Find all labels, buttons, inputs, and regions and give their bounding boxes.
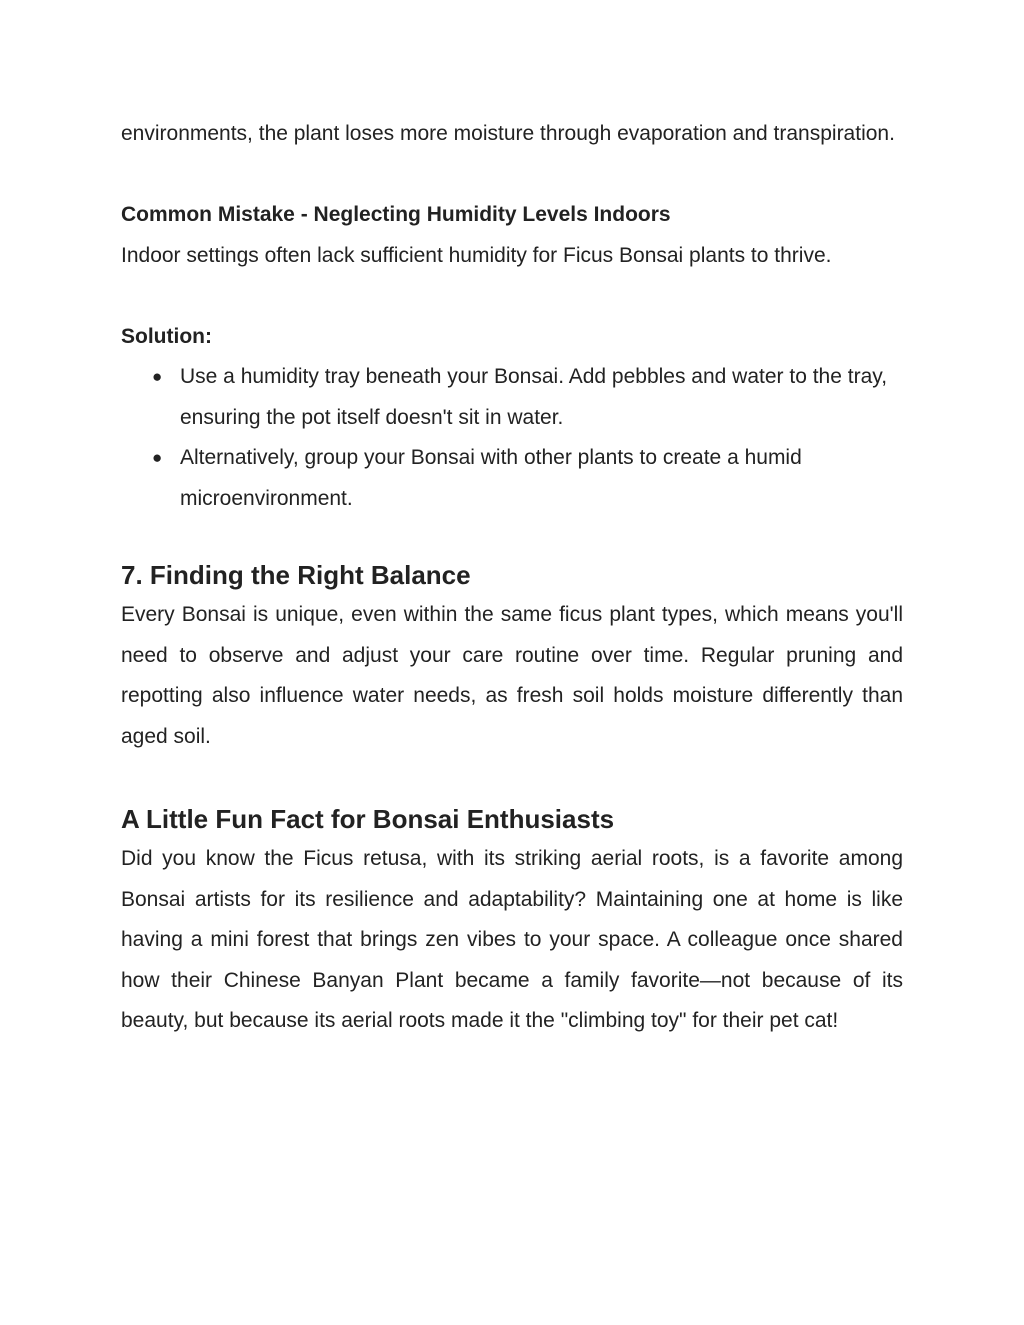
spacer	[121, 519, 903, 555]
bullet-icon: ●	[152, 448, 163, 467]
document-page	[121, 114, 903, 1042]
mistake-heading: Common Mistake - Neglecting Humidity Levels Indoors	[121, 203, 671, 226]
section-7-paragraph: Every Bonsai is unique, even within the same ficus plant types, which means you'll need to observe and adjust your care routine over time. Regular pruning and repotting also influence water needs, as fresh soil holds moisture differently than aged soil.	[121, 603, 903, 748]
mistake-paragraph: Indoor settings often lack sufficient humidity for Ficus Bonsai plants to thrive.	[121, 243, 832, 267]
spacer	[121, 757, 903, 799]
spacer	[121, 155, 903, 196]
list-item-text: Alternatively, group your Bonsai with other plants to create a humid microenvironment.	[180, 446, 802, 510]
fun-fact-paragraph: Did you know the Ficus retusa, with its striking aerial roots, is a favorite among Bonsai artists for its resilience and adaptability? Maintaining one at home is like having a mini forest that brings zen vibes to your space. A colleague once shared how their Chinese Banyan Plant became a family favorite—not because of its beauty, but because its aerial roots made it the "climbing toy" for their pet cat!	[121, 847, 903, 1032]
list-item	[121, 357, 903, 438]
list-item-text: Use a humidity tray beneath your Bonsai. Add pebbles and water to the tray, ensuring the pot itself doesn't sit in water.	[180, 365, 888, 429]
list-item	[121, 438, 903, 519]
section-7-heading: 7. Finding the Right Balance	[121, 560, 471, 590]
fun-fact-heading: A Little Fun Fact for Bonsai Enthusiasts	[121, 804, 615, 834]
intro-paragraph: environments, the plant loses more moisture through evaporation and transpiration.	[121, 122, 895, 145]
solution-list	[121, 357, 903, 519]
solution-heading: Solution:	[121, 324, 212, 348]
spacer	[121, 276, 903, 317]
bullet-icon: ●	[152, 367, 163, 386]
